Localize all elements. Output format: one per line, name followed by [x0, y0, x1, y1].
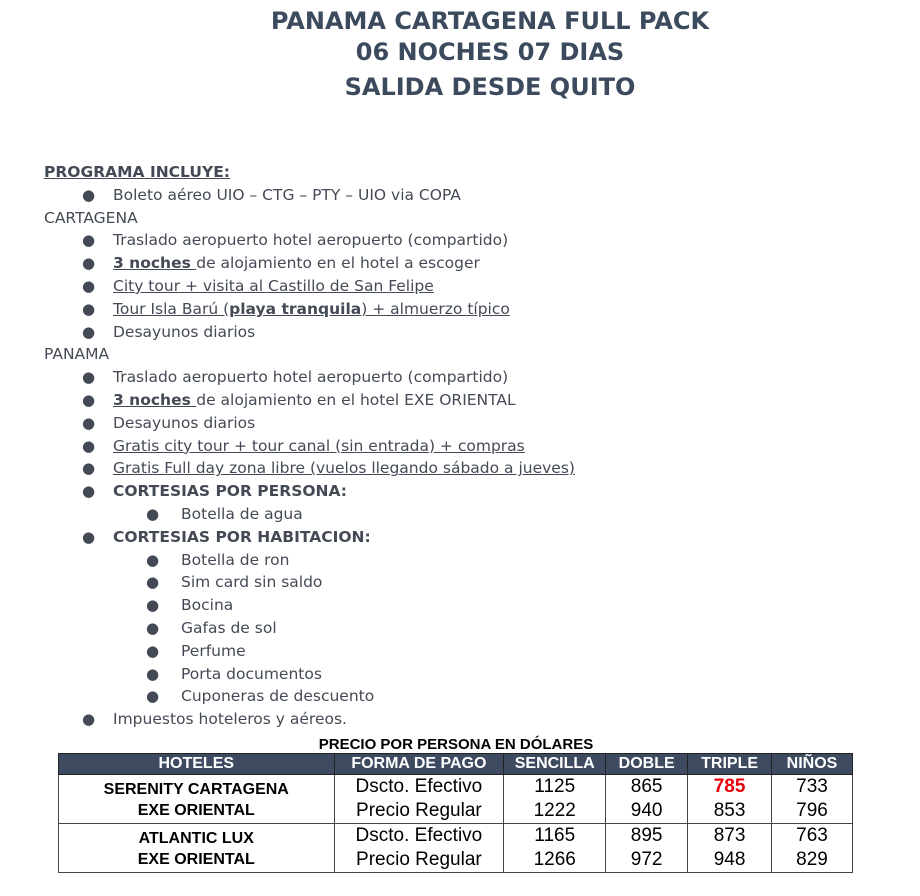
bullet-icon: ● [82, 436, 96, 455]
list-item: ● Sim card sin saldo [44, 571, 904, 594]
col-header-hotels: HOTELES [59, 754, 335, 775]
list-item-taxes: ● Impuestos hoteleros y aéreos. [44, 708, 904, 731]
hotel-cell: ATLANTIC LUX EXE ORIENTAL [59, 824, 335, 873]
col-header-payment: FORMA DE PAGO [334, 754, 504, 775]
bullet-icon: ● [146, 573, 160, 592]
payment-cell: Dscto. Efectivo Precio Regular [334, 775, 504, 824]
panama-label: PANAMA [44, 345, 110, 364]
bullet-icon: ● [82, 710, 96, 729]
program-heading: PROGRAMA INCLUYE: [44, 163, 230, 181]
single-price-cell: 1125 1222 [504, 775, 606, 824]
col-header-triple: TRIPLE [688, 754, 772, 775]
col-header-kids: NIÑOS [772, 754, 853, 775]
table-row [59, 824, 853, 873]
bullet-icon: ● [82, 368, 96, 387]
kids-price-cell: 763 829 [772, 824, 853, 873]
list-item: ● City tour + visita al Castillo de San Felipe [44, 275, 904, 298]
departure-subtitle: SALIDA DESDE QUITO [344, 73, 636, 101]
bullet-icon: ● [82, 231, 96, 250]
list-item: ● Tour Isla Barú (playa tranquila) + almuerzo típico [44, 298, 904, 321]
hotel-cell: SERENITY CARTAGENA EXE ORIENTAL [59, 775, 335, 824]
list-item: ● Cuponeras de descuento [44, 685, 904, 708]
bullet-icon: ● [146, 550, 160, 569]
bullet-icon: ● [82, 482, 96, 501]
courtesy-room-heading: ● CORTESIAS POR HABITACION: [44, 526, 904, 549]
list-item-flight: ● Boleto aéreo UIO – CTG – PTY – UIO via COPA [44, 184, 904, 207]
bullet-icon: ● [146, 664, 160, 683]
list-item: ● Desayunos diarios [44, 321, 904, 344]
col-header-double: DOBLE [606, 754, 688, 775]
list-item: ● Desayunos diarios [44, 412, 904, 435]
double-price-cell: 895 972 [606, 824, 688, 873]
bullet-icon: ● [82, 276, 96, 295]
price-table [58, 753, 853, 873]
page-title: PANAMA CARTAGENA FULL PACK [270, 7, 710, 35]
list-item: ● 3 noches de alojamiento en el hotel EXE ORIENTAL [44, 389, 904, 412]
list-item: ● Traslado aeropuerto hotel aeropuerto (compartido) [44, 366, 904, 389]
payment-cell: Dscto. Efectivo Precio Regular [334, 824, 504, 873]
bullet-icon: ● [146, 596, 160, 615]
list-item: ● Gratis Full day zona libre (vuelos llegando sábado a jueves) [44, 457, 904, 480]
courtesy-person-heading: ● CORTESIAS POR PERSONA: [44, 480, 904, 503]
program-includes [44, 161, 904, 731]
bullet-icon: ● [82, 527, 96, 546]
bullet-icon: ● [82, 390, 96, 409]
list-item: ● Gratis city tour + tour canal (sin entrada) + compras [44, 435, 904, 458]
list-item: ● Perfume [44, 640, 904, 663]
bullet-icon: ● [82, 413, 96, 432]
bullet-icon: ● [82, 299, 96, 318]
bullet-icon: ● [146, 641, 160, 660]
table-header-row [59, 754, 853, 775]
list-item: ● Porta documentos [44, 663, 904, 686]
list-item: ● Botella de ron [44, 549, 904, 572]
triple-price-cell: 785 853 [688, 775, 772, 824]
bullet-icon: ● [82, 459, 96, 478]
duration-subtitle: 06 NOCHES 07 DIAS [355, 38, 625, 66]
list-item: ● 3 noches de alojamiento en el hotel a escoger [44, 252, 904, 275]
bullet-icon: ● [82, 185, 96, 204]
highlighted-price: 785 [713, 776, 746, 797]
bullet-icon: ● [82, 254, 96, 273]
table-row [59, 775, 853, 824]
kids-price-cell: 733 796 [772, 775, 853, 824]
bullet-icon: ● [82, 322, 96, 341]
single-price-cell: 1165 1266 [504, 824, 606, 873]
list-item: ● Gafas de sol [44, 617, 904, 640]
bullet-icon: ● [146, 504, 160, 523]
double-price-cell: 865 940 [606, 775, 688, 824]
list-item: ● Bocina [44, 594, 904, 617]
price-table-title: PRECIO POR PERSONA EN DÓLARES [318, 736, 594, 753]
title-block [0, 6, 920, 103]
bullet-icon: ● [146, 687, 160, 706]
triple-price-cell: 873 948 [688, 824, 772, 873]
bullet-icon: ● [146, 618, 160, 637]
col-header-single: SENCILLA [504, 754, 606, 775]
list-item: ● Traslado aeropuerto hotel aeropuerto (compartido) [44, 229, 904, 252]
list-item: ● Botella de agua [44, 503, 904, 526]
cartagena-label: CARTAGENA [44, 208, 138, 227]
